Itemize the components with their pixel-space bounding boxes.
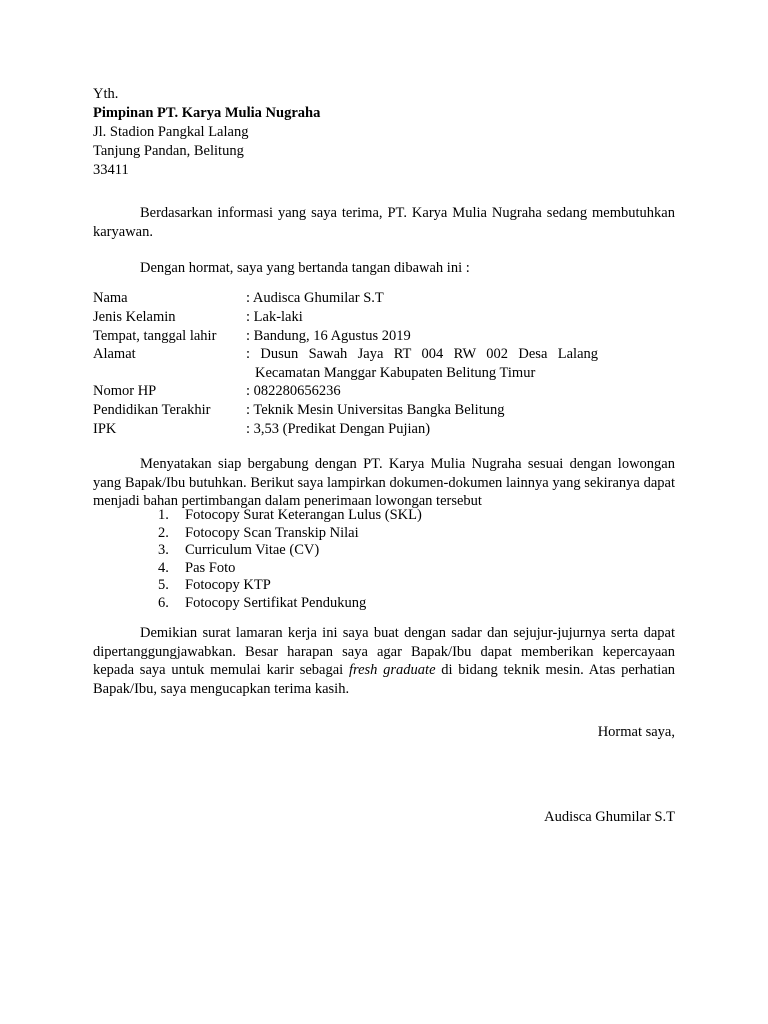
list-item — [158, 506, 422, 524]
attachment-list — [158, 506, 422, 611]
field-row-gpa — [93, 420, 683, 438]
list-number: 6. — [158, 594, 169, 611]
field-label: Nama — [93, 290, 128, 306]
field-value: : Audisca Ghumilar S.T — [246, 290, 384, 306]
list-number: 2. — [158, 524, 169, 541]
recipient-city: Tanjung Pandan, Belitung — [93, 143, 244, 159]
closing-text-italic: fresh graduate — [348, 662, 436, 678]
opening-line: Dengan hormat, saya yang bertanda tangan dibawah ini : — [140, 260, 470, 276]
field-row-education — [93, 401, 683, 419]
list-text: Curriculum Vitae (CV) — [185, 542, 320, 558]
list-item — [158, 576, 422, 594]
field-label: Jenis Kelamin — [93, 309, 176, 325]
field-label: Alamat — [93, 346, 136, 362]
field-label: Pendidikan Terakhir — [93, 402, 211, 418]
list-item — [158, 559, 422, 577]
field-label: Tempat, tanggal lahir — [93, 328, 217, 344]
recipient-name: Pimpinan PT. Karya Mulia Nugraha — [93, 105, 321, 121]
closing-paragraph — [93, 624, 675, 698]
list-text: Fotocopy Sertifikat Pendukung — [185, 594, 367, 611]
recipient-street: Jl. Stadion Pangkal Lalang — [93, 124, 249, 140]
closing-text-after: di bidang teknik mesin. Atas perhatian Bapak/Ibu, saya mengucapkan terima kasih. — [93, 662, 676, 697]
intro-paragraph — [93, 204, 675, 241]
list-text: Pas Foto — [185, 559, 236, 576]
field-value: : Bandung, 16 Agustus 2019 — [246, 328, 411, 344]
address-line-2: Kecamatan Manggar Kabupaten Belitung Timur — [255, 364, 536, 381]
address-line-1: : Dusun Sawah Jaya RT 004 RW 002 Desa Lalang — [246, 346, 598, 362]
statement-paragraph — [93, 455, 675, 511]
list-text: Fotocopy KTP — [185, 577, 271, 593]
list-item — [158, 524, 422, 542]
field-row-name — [93, 289, 683, 307]
field-label: IPK — [93, 421, 117, 437]
field-value: : 3,53 (Predikat Dengan Pujian) — [246, 421, 431, 437]
sign-off: Hormat saya, — [597, 724, 675, 740]
salutation: Yth. — [93, 86, 119, 102]
field-value: : Lak-laki — [246, 309, 303, 325]
closing-text-before: Demikian surat lamaran kerja ini saya buat dengan sadar dan sejujur-jujurnya serta dapat dipertanggungjawabkan. Besar harapan saya agar Bapak/Ibu dapat memberikan kepercayaan kepada saya untuk memulai karir sebagai — [93, 625, 675, 678]
signature-name: Audisca Ghumilar S.T — [544, 809, 675, 825]
list-item — [158, 541, 422, 559]
field-value: : Teknik Mesin Universitas Bangka Belitung — [246, 402, 505, 418]
field-label: Nomor HP — [93, 383, 157, 399]
list-text: Fotocopy Scan Transkip Nilai — [185, 524, 359, 541]
field-value: : 082280656236 — [246, 383, 341, 399]
field-value — [246, 345, 598, 382]
field-row-phone — [93, 382, 683, 400]
list-number: 5. — [158, 577, 169, 593]
list-text: Fotocopy Surat Keterangan Lulus (SKL) — [185, 507, 422, 523]
intro-text: Berdasarkan informasi yang saya terima, PT. Karya Mulia Nugraha sedang membutuhkan karyawan. — [93, 205, 675, 240]
field-row-birth — [93, 327, 683, 345]
field-row-address — [93, 345, 683, 382]
recipient-postal: 33411 — [93, 162, 129, 178]
list-item — [158, 594, 422, 612]
applicant-fields — [93, 289, 683, 438]
recipient-address — [93, 85, 683, 180]
list-number: 1. — [158, 507, 169, 523]
field-row-gender — [93, 308, 683, 326]
statement-text: Menyatakan siap bergabung dengan PT. Karya Mulia Nugraha sesuai dengan lowongan yang Bapak/Ibu butuhkan. Berikut saya lampirkan dokumen-dokumen lainnya yang sekiranya dapat menjadi bahan pertimbangan dalam penerimaan lowongan tersebut — [93, 456, 675, 509]
closing-text — [93, 624, 675, 698]
list-number: 3. — [158, 542, 169, 558]
list-number: 4. — [158, 559, 169, 576]
